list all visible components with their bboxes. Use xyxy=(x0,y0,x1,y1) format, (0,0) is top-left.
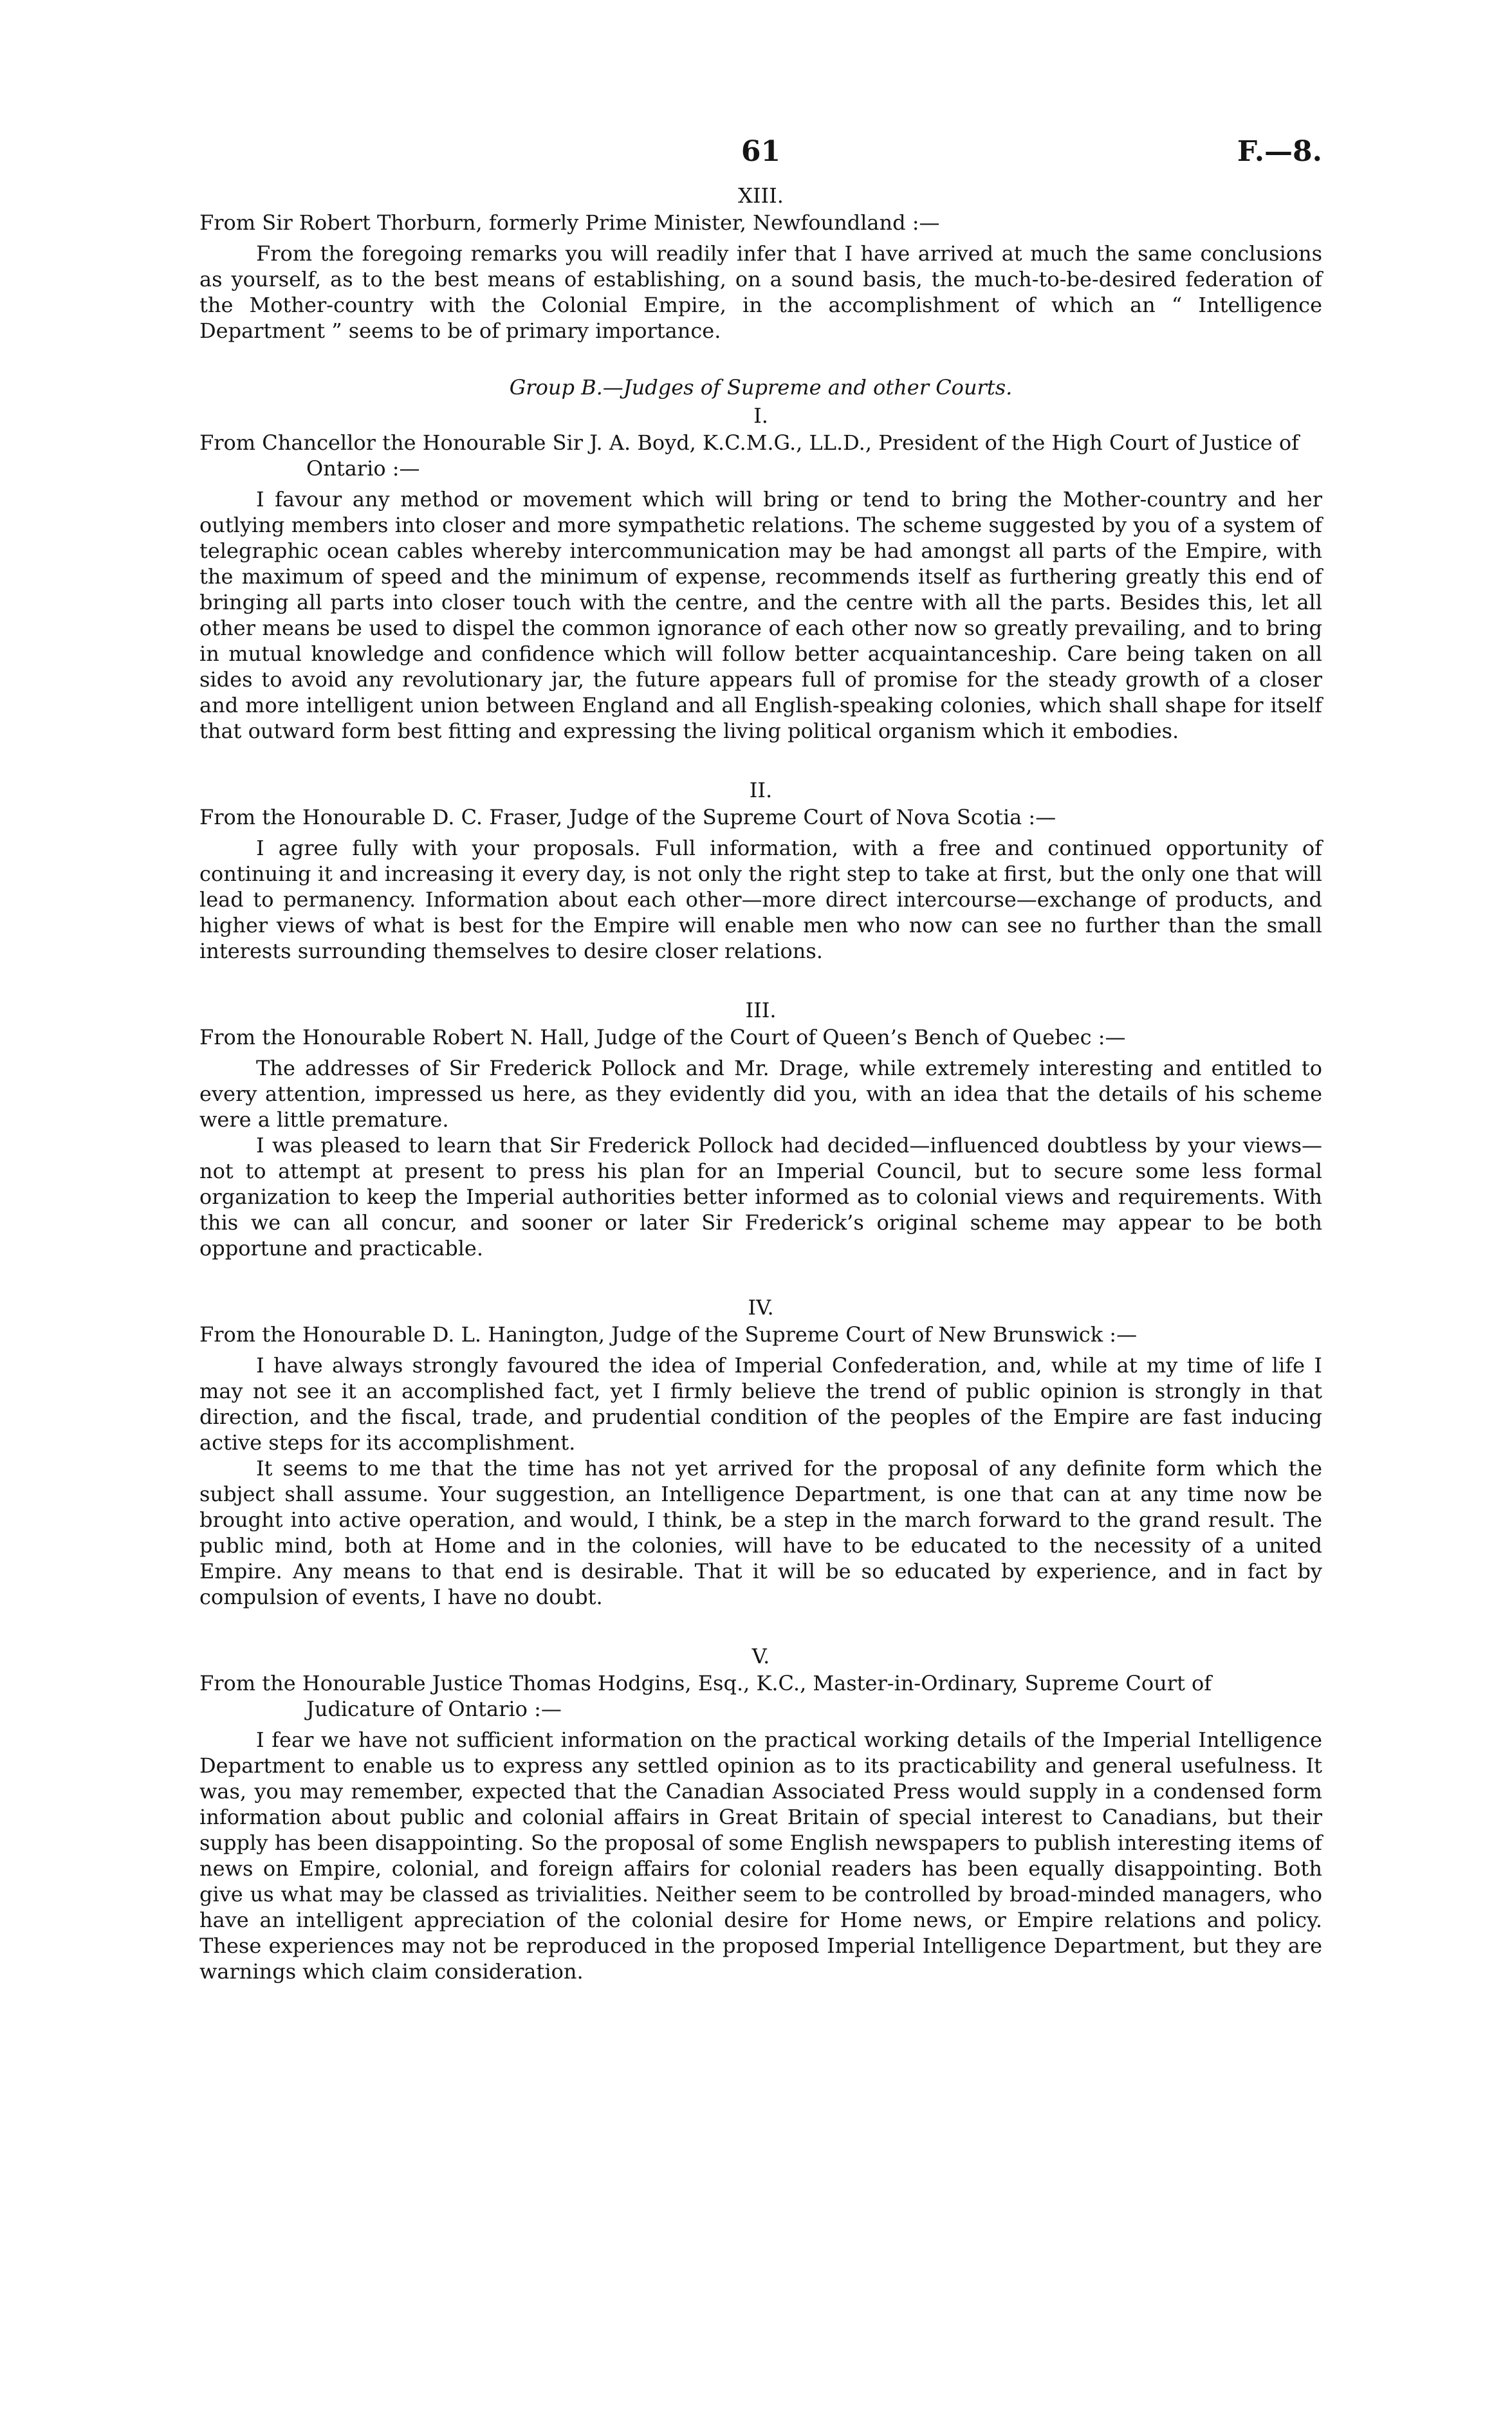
letter-author-line: From the Honourable Robert N. Hall, Judge of the Court of Queen’s Bench of Quebec :— xyxy=(199,1025,1126,1049)
section-numeral: XIII. xyxy=(738,183,784,208)
section-numeral: V. xyxy=(751,1644,770,1668)
letter-paragraph: I agree fully with your proposals. Full information, with a free and continued opportunity of continuing it and increasing it every day, is not only the right step to take at first, but the only one that will lead to permanency. Information about each other—more direct intercourse—exchange of products, and higher views of what is best for the Empire will enable men who now can see no further than the small interests surrounding themselves to desire closer relations. xyxy=(199,836,1322,963)
letter-author-line: From Sir Robert Thorburn, formerly Prime Minister, Newfoundland :— xyxy=(199,210,940,235)
section-numeral: I. xyxy=(753,403,768,428)
letter-paragraph: From the foregoing remarks you will readily infer that I have arrived at much the same conclusions as yourself, as to the best means of establishing, on a sound basis, the much-to-be-desired federation of the Mother-country with the Colonial Empire, in the accomplishment of which an “ Intelligence Department ” seems to be of primary importance. xyxy=(199,241,1322,343)
letter-section-ii xyxy=(199,777,1322,964)
letter-author-line: From the Honourable D. L. Hanington, Judge of the Supreme Court of New Brunswick :— xyxy=(199,1322,1138,1347)
letter-section-iii xyxy=(199,997,1322,1261)
letter-paragraph: I favour any method or movement which will bring or tend to bring the Mother-country and her outlying members into closer and more sympathetic relations. The scheme suggested by you of a system of telegraphic ocean cables whereby intercommunication may be had amongst all parts of the Empire, with the maximum of speed and the minimum of expense, recommends itself as furthering greatly this end of bringing all parts into closer touch with the centre, and the centre with all the parts. Besides this, let all other means be used to dispel the common ignorance of each other now so greatly prevailing, and to bring in mutual knowledge and confidence which will follow better acquaintanceship. Care being taken on all sides to avoid any revolutionary jar, the future appears full of promise for the steady growth of a closer and more intelligent union between England and all English-speaking colonies, which shall shape for itself that outward form best fitting and expressing the living political organism which it embodies. xyxy=(199,487,1322,743)
group-heading: Group B.—Judges of Supreme and other Courts. xyxy=(509,375,1013,400)
document-code: F.—8. xyxy=(1237,135,1322,168)
letter-section-v xyxy=(199,1643,1322,1984)
letter-author-line: From Chancellor the Honourable Sir J. A. Boyd, K.C.M.G., LL.D., President of the High Court of Justice of Ontario :— xyxy=(199,430,1299,481)
page-number: 61 xyxy=(741,135,781,168)
document-page xyxy=(199,129,1322,1984)
letter-section-i xyxy=(199,403,1322,744)
letter-paragraph: I fear we have not sufficient information on the practical working details of the Imperial Intelligence Department to enable us to express any settled opinion as to its practicability and general usefulness. It was, you may remember, expected that the Canadian Associated Press would supply in a condensed form information about public and colonial affairs in Great Britain of special interest to Canadians, but their supply has been disappointing. So the proposal of some English newspapers to publish interesting items of news on Empire, colonial, and foreign affairs for colonial readers has been equally disappointing. Both give us what may be classed as trivialities. Neither seem to be controlled by broad-minded managers, who have an intelligent appreciation of the colonial desire for Home news, or Empire relations and policy. These experiences may not be reproduced in the proposed Imperial Intelligence Department, but they are warnings which claim consideration. xyxy=(199,1728,1322,1984)
letter-paragraph: I have always strongly favoured the idea of Imperial Confederation, and, while at my time of life I may not see it an accomplished fact, yet I firmly believe the trend of public opinion is strongly in that direction, and the fiscal, trade, and prudential condition of the peoples of the Empire are fast inducing active steps for its accomplishment. xyxy=(199,1353,1322,1455)
section-numeral: II. xyxy=(749,778,773,802)
letter-author-line: From the Honourable Justice Thomas Hodgins, Esq., K.C., Master-in-Ordinary, Supreme Court of Judicature of Ontario :— xyxy=(199,1671,1212,1721)
section-numeral: III. xyxy=(745,998,777,1022)
letter-paragraph: I was pleased to learn that Sir Frederick Pollock had decided—influenced doubtless by your views—not to attempt at present to press his plan for an Imperial Council, but to secure some less formal organization to keep the Imperial authorities better informed as to colonial views and requirements. With this we can all concur, and sooner or later Sir Frederick’s original scheme may appear to be both opportune and practicable. xyxy=(199,1133,1322,1260)
section-numeral: IV. xyxy=(748,1295,774,1320)
letter-author-line: From the Honourable D. C. Fraser, Judge of the Supreme Court of Nova Scotia :— xyxy=(199,805,1056,829)
letter-paragraph: The addresses of Sir Frederick Pollock and Mr. Drage, while extremely interesting and entitled to every attention, impressed us here, as they evidently did you, with an idea that the details of his scheme were a little premature. xyxy=(199,1056,1322,1132)
page-header xyxy=(199,129,1322,180)
letter-section-xiii xyxy=(199,183,1322,344)
letter-section-iv xyxy=(199,1295,1322,1610)
letter-paragraph: It seems to me that the time has not yet arrived for the proposal of any definite form which the subject shall assume. Your suggestion, an Intelligence Department, is one that can at any time now be brought into active operation, and would, I think, be a step in the march forward to the grand result. The public mind, both at Home and in the colonies, will have to be educated to the necessity of a united Empire. Any means to that end is desirable. That it will be so educated by experience, and in fact by compulsion of events, I have no doubt. xyxy=(199,1456,1322,1609)
